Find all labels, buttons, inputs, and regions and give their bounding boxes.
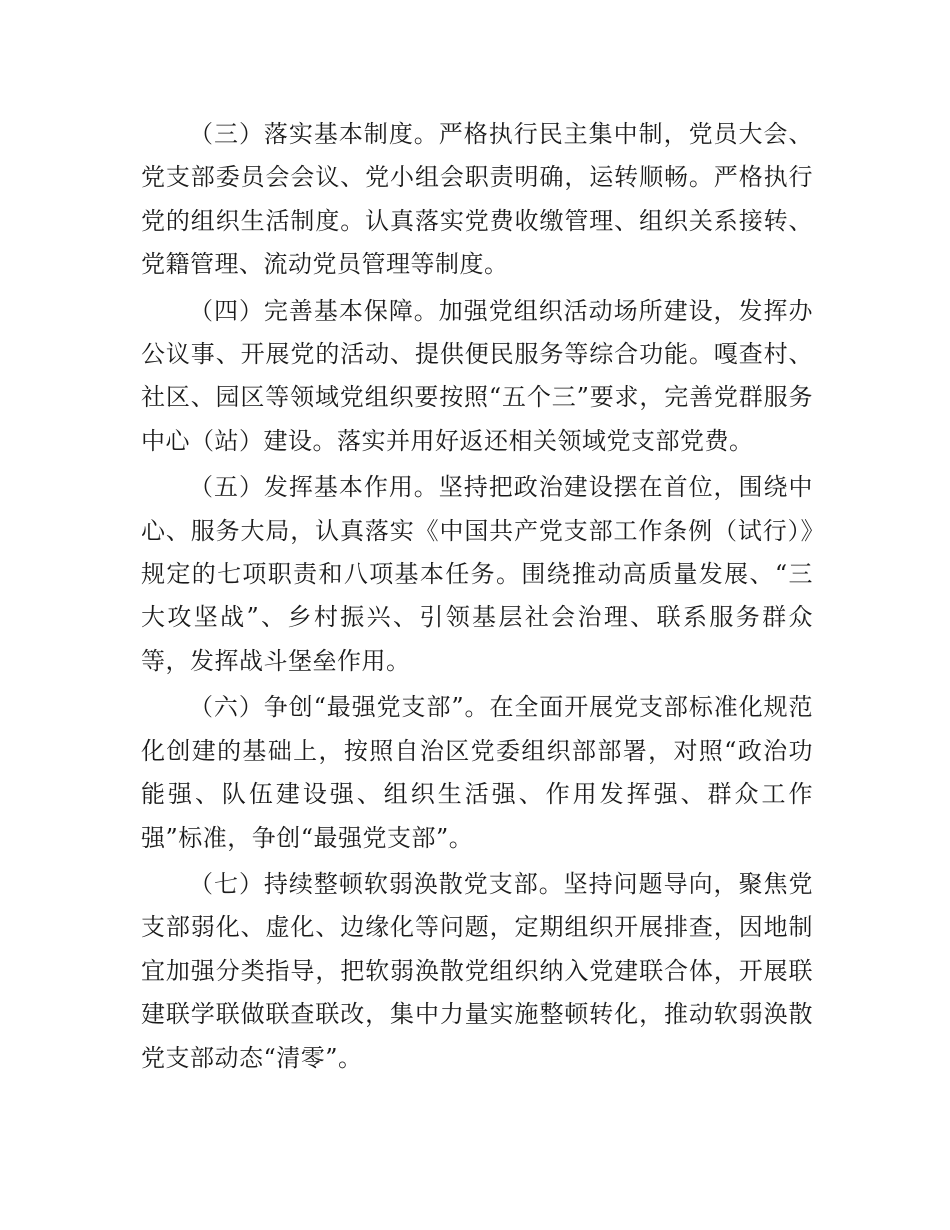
paragraph-basic-guarantee: （四）完善基本保障。加强党组织活动场所建设，发挥办公议事、开展党的活动、提供便民服务等综合功能。嘎查村、社区、园区等领域党组织要按照“五个三”要求，完善党群服务中心（站）建设。落实并用好返还相关领域党支部党费。 — [141, 296, 813, 455]
paragraph-basic-role: （五）发挥基本作用。坚持把政治建设摆在首位，围绕中心、服务大局，认真落实《中国共产党支部工作条例（试行）》规定的七项职责和八项基本任务。围绕推动高质量发展、“三大攻坚战”、乡村振兴、引领基层社会治理、联系服务群众等，发挥战斗堡垒作用。 — [141, 473, 813, 675]
paragraph-strongest-branch: （六）争创“最强党支部”。在全面开展党支部标准化规范化创建的基础上，按照自治区党委组织部部署，对照“政治功能强、队伍建设强、组织生活强、作用发挥强、群众工作强”标准，争创“最强党支部”。 — [141, 693, 813, 852]
paragraph-basic-system: （三）落实基本制度。严格执行民主集中制，党员大会、党支部委员会会议、党小组会职责明确，运转顺畅。严格执行党的组织生活制度。认真落实党费收缴管理、组织关系接转、党籍管理、流动党员管理等制度。 — [141, 120, 813, 279]
paragraph-rectify-weak-branches: （七）持续整顿软弱涣散党支部。坚持问题导向，聚焦党支部弱化、虚化、边缘化等问题，定期组织开展排查，因地制宜加强分类指导，把软弱涣散党组织纳入党建联合体，开展联建联学联做联查联改，集中力量实施整顿转化，推动软弱涣散党支部动态“清零”。 — [141, 869, 813, 1072]
document-body — [141, 113, 813, 1083]
